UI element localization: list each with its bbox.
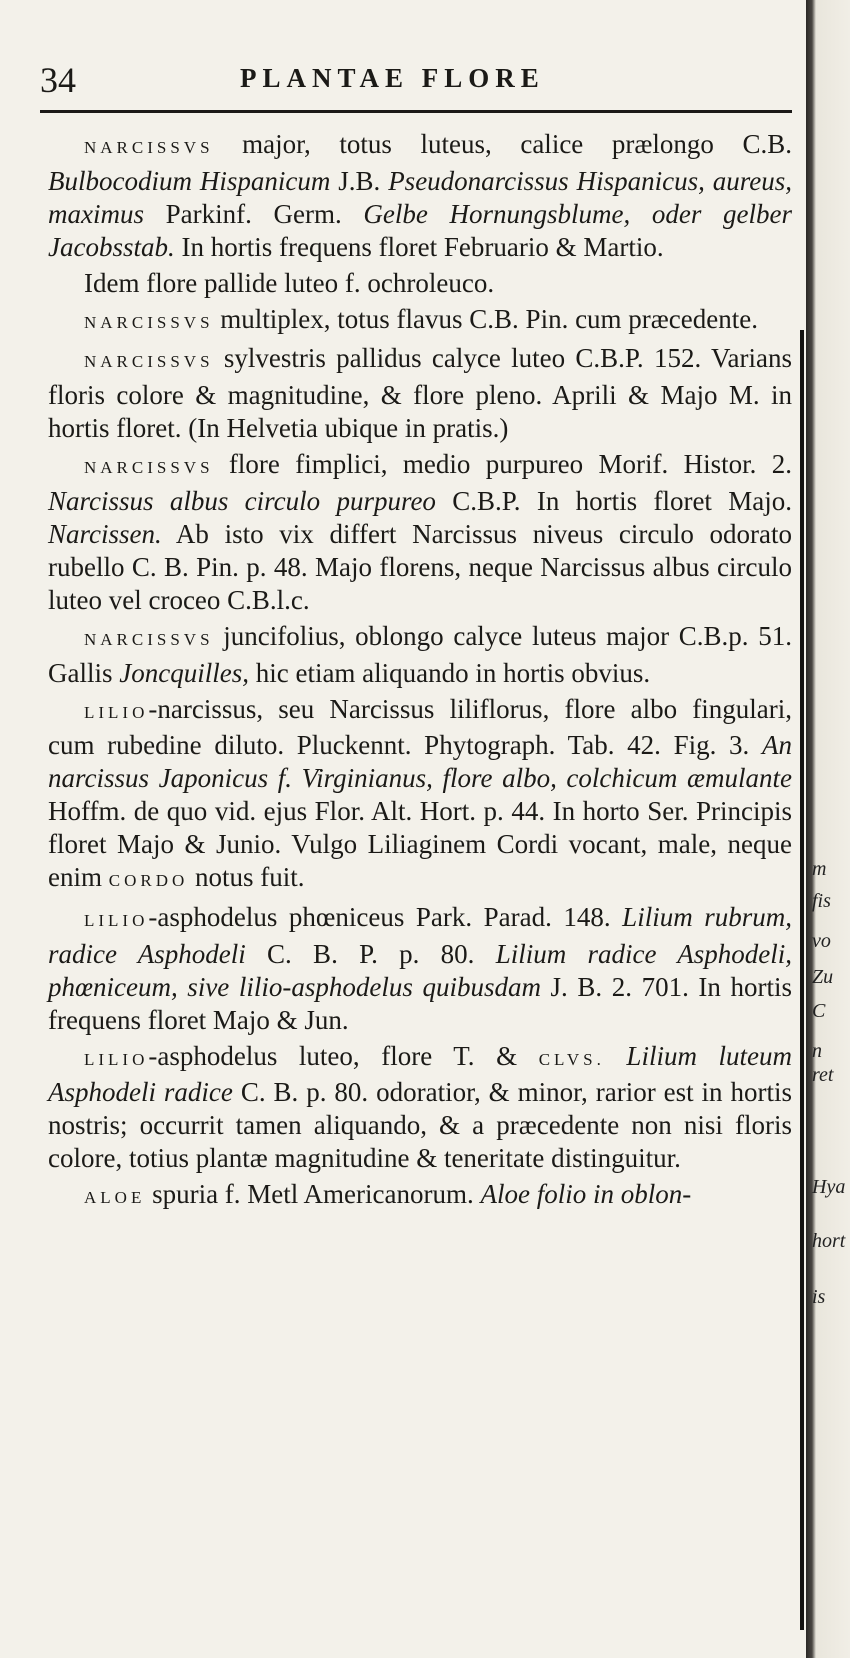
text-span: Hoffm. de quo vid. ejus Flor. Alt. Hort. p. 44. In horto Ser. Principis floret Majo & Junio. Vulgo Liliaginem Cordi vocant, male, neque enim: [48, 796, 792, 893]
text-span: -asphodelus luteo, flore T. &: [148, 1040, 539, 1071]
entry-paragraph: [48, 342, 792, 445]
margin-fragment: ret: [812, 1064, 834, 1086]
entry-paragraph: [48, 620, 792, 690]
text-span: Idem flore pallide luteo f. ochroleuco.: [84, 267, 495, 298]
margin-fragment: vo: [812, 930, 831, 952]
genus-name: NARCISSVS: [84, 629, 214, 649]
italic-text: Pseudonarcissus Hispanicus, aureus, maximus: [48, 165, 792, 229]
margin-fragment: m: [812, 858, 827, 880]
text-span: C. B. P. p. 80.: [245, 938, 496, 969]
genus-name: LILIO: [84, 1049, 149, 1069]
italic-text: Narcissus albus circulo purpureo: [48, 486, 436, 517]
genus-name: CORDO: [108, 871, 189, 891]
margin-fragment: is: [812, 1286, 826, 1308]
page-number: 34: [40, 60, 76, 100]
margin-fragment: Zu: [812, 966, 834, 988]
italic-text: Narcissen.: [48, 518, 162, 549]
text-span: hic etiam aliquando in hortis obvius.: [248, 657, 651, 688]
italic-text: Gelbe Hornungsblume, oder gelber Jacobsstab.: [48, 198, 792, 262]
italic-text: An narcissus Japonicus f. Virginianus, flore albo, colchicum æmulante: [48, 730, 792, 794]
header-rule: [40, 110, 792, 113]
margin-fragment: n: [812, 1040, 822, 1062]
entry-paragraph: [48, 1178, 792, 1215]
entry-paragraph: [48, 901, 792, 1037]
text-span: -asphodelus phœniceus Park. Parad. 148.: [148, 901, 623, 932]
entry-paragraph: [48, 267, 792, 300]
text-span: Parkinf. Germ.: [144, 198, 364, 229]
running-head: PLANTAE FLORE: [240, 63, 545, 93]
italic-text: Lilium rubrum, radice Asphodeli: [48, 901, 792, 969]
text-span: [605, 1041, 627, 1071]
genus-name: NARCISSVS: [84, 312, 214, 332]
italic-text: Lilium radice Asphodeli, phœniceum, sive lilio-asphodelus quibusdam: [48, 938, 792, 1002]
genus-name: ALOE: [84, 1188, 146, 1208]
genus-name: LILIO: [84, 910, 149, 930]
italic-text: Bulbocodium Hispanicum: [48, 165, 331, 196]
text-span: spuria f. Metl Americanorum.: [145, 1179, 481, 1210]
margin-fragment: fis: [812, 890, 831, 912]
genus-name: NARCISSVS: [84, 138, 214, 157]
entry-paragraph: [48, 693, 792, 898]
genus-name: NARCISSVS: [84, 352, 214, 372]
text-span: sylvestris pallidus calyce luteo C.B.P. 152. Varians floris colore & magnitudine, & flore pleno. Aprili & Majo M. in hortis floret. (In Helvetia ubique in pratis.): [48, 343, 792, 444]
text-span: J. B. 2. 701. In hortis frequens floret Majo & Jun.: [48, 971, 792, 1035]
text-span: Ab isto vix differt Narcissus niveus circulo odorato rubello C. B. Pin. p. 48. Majo florens, neque Narcissus albus circulo luteo vel croceo C.B.l.c.: [48, 518, 792, 615]
text-span: In hortis frequens floret Februario & Martio.: [174, 231, 664, 262]
text-span: juncifolius, oblongo calyce luteus major C.B.p. 51. Gallis: [48, 620, 792, 688]
text-span: -narcissus, seu Narcissus liliflorus, flore albo fingulari, cum rubedine diluto. Pluckennt. Phytograph. Tab. 42. Fig. 3.: [48, 693, 792, 761]
text-span: notus fuit.: [188, 862, 305, 893]
genus-name: LILIO: [84, 702, 149, 722]
body-text: [48, 128, 792, 1218]
page-gutter: [806, 0, 850, 1658]
text-span: J.B.: [330, 165, 389, 196]
genus-name: NARCISSVS: [84, 458, 214, 478]
text-span: C. B. p. 80. odoratior, & minor, rarior est in hortis nostris; occurrit tamen aliquando, & a præcedente non nisi floris colore, totius plantæ magnitudine & teneritate distinguitur.: [48, 1077, 792, 1174]
italic-text: Joncquilles,: [119, 657, 249, 688]
text-span: multiplex, totus flavus C.B. Pin. cum præcedente.: [213, 303, 758, 334]
genus-name: CLVS.: [538, 1049, 605, 1069]
entry-paragraph: [48, 448, 792, 617]
margin-fragment: Hya: [812, 1176, 846, 1198]
text-span: major, totus luteus, calice prælongo C.B.: [213, 129, 792, 159]
text-span: C.B.P. In hortis floret Majo.: [435, 486, 792, 517]
margin-fragment: hort: [812, 1230, 846, 1252]
text-span: flore fimplici, medio purpureo Morif. Histor. 2.: [213, 449, 792, 480]
italic-text: Aloe folio in oblon-: [480, 1179, 692, 1210]
page-header: [40, 52, 792, 100]
italic-text: Lilium luteum Asphodeli radice: [48, 1040, 792, 1108]
entry-paragraph: [48, 1040, 792, 1176]
entry-paragraph: [48, 128, 792, 264]
entry-paragraph: [48, 303, 792, 340]
margin-fragment: C: [812, 1000, 826, 1022]
gutter-edge: [800, 330, 804, 1630]
